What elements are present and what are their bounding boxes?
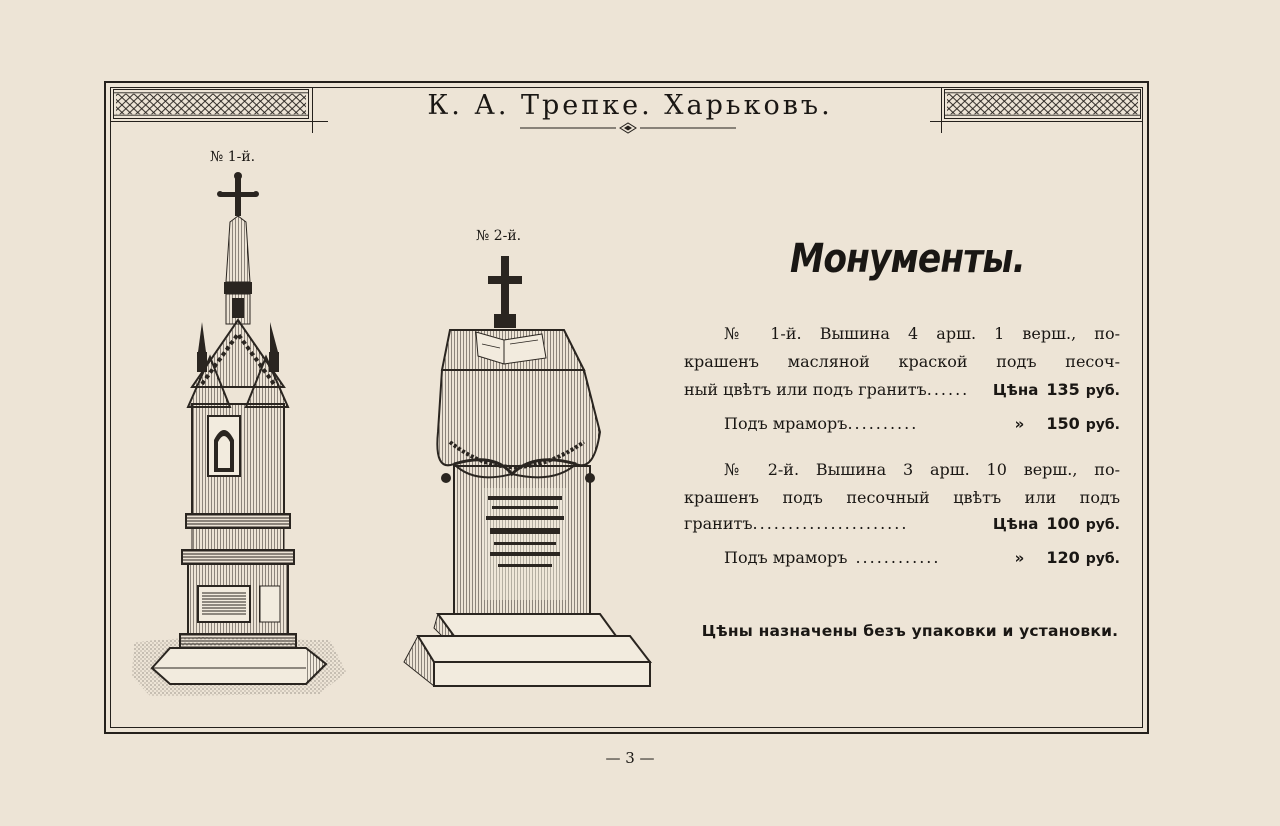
price-label: Подъ мраморъ [724, 414, 848, 433]
item-1-marble-price-row [724, 410, 1120, 438]
price-amount: 150 [1046, 414, 1080, 433]
price-amount: 135 [1046, 380, 1080, 399]
ditto-mark: » [1014, 415, 1025, 433]
item-1-line-2: крашенъ масляной краской подъ песоч- [684, 352, 1120, 371]
price-unit: руб. [1085, 551, 1120, 567]
item-2-line-2: крашенъ подъ песочный цвѣтъ или подъ [684, 488, 1120, 507]
price-label: ный цвѣтъ или подъ гранитъ [684, 380, 927, 399]
monument-2-illustration [394, 252, 656, 692]
price-word: Цѣна [992, 381, 1039, 399]
figure-2-label: № 2-й. [476, 228, 522, 244]
price-unit: руб. [1085, 417, 1120, 433]
item-2-line-1: № 2-й. Вышина 3 арш. 10 верш., по- [724, 460, 1120, 479]
price-label: гранитъ [684, 514, 753, 533]
monument-1-illustration [130, 172, 350, 700]
price-unit: руб. [1085, 383, 1120, 399]
price-amount: 120 [1046, 548, 1080, 567]
price-unit: руб. [1085, 517, 1120, 533]
header-rule-right [930, 121, 1143, 122]
header-tick-left [312, 87, 313, 133]
price-label: Подъ мраморъ [724, 548, 848, 567]
section-title: Монументы. [790, 236, 1025, 282]
header-title: К. А. Трепке. Харьковъ. [427, 90, 833, 121]
pricing-note: Цѣны назначены безъ упаковки и установки. [701, 622, 1119, 640]
title-flourish-icon [520, 121, 736, 135]
item-1-price-row [684, 376, 1120, 404]
item-1-line-1: № 1-й. Вышина 4 арш. 1 верш., по- [724, 324, 1120, 343]
leader-dots: .......... [847, 414, 919, 433]
leader-dots: ...................... [752, 514, 909, 533]
page-number: — 3 — [605, 749, 655, 767]
leader-dots: ...... [926, 380, 970, 399]
leader-dots: ............ [855, 548, 941, 567]
header-ornament-left [113, 89, 309, 119]
header-ornament-right [944, 89, 1141, 119]
item-2-marble-price-row [724, 544, 1120, 572]
header-rule-left [110, 121, 328, 122]
price-amount: 100 [1046, 514, 1080, 533]
price-word: Цѣна [992, 515, 1039, 533]
header-tick-right [941, 87, 942, 133]
figure-1-label: № 1-й. [210, 149, 256, 165]
item-2-price-row [684, 510, 1120, 538]
ditto-mark: » [1014, 549, 1025, 567]
